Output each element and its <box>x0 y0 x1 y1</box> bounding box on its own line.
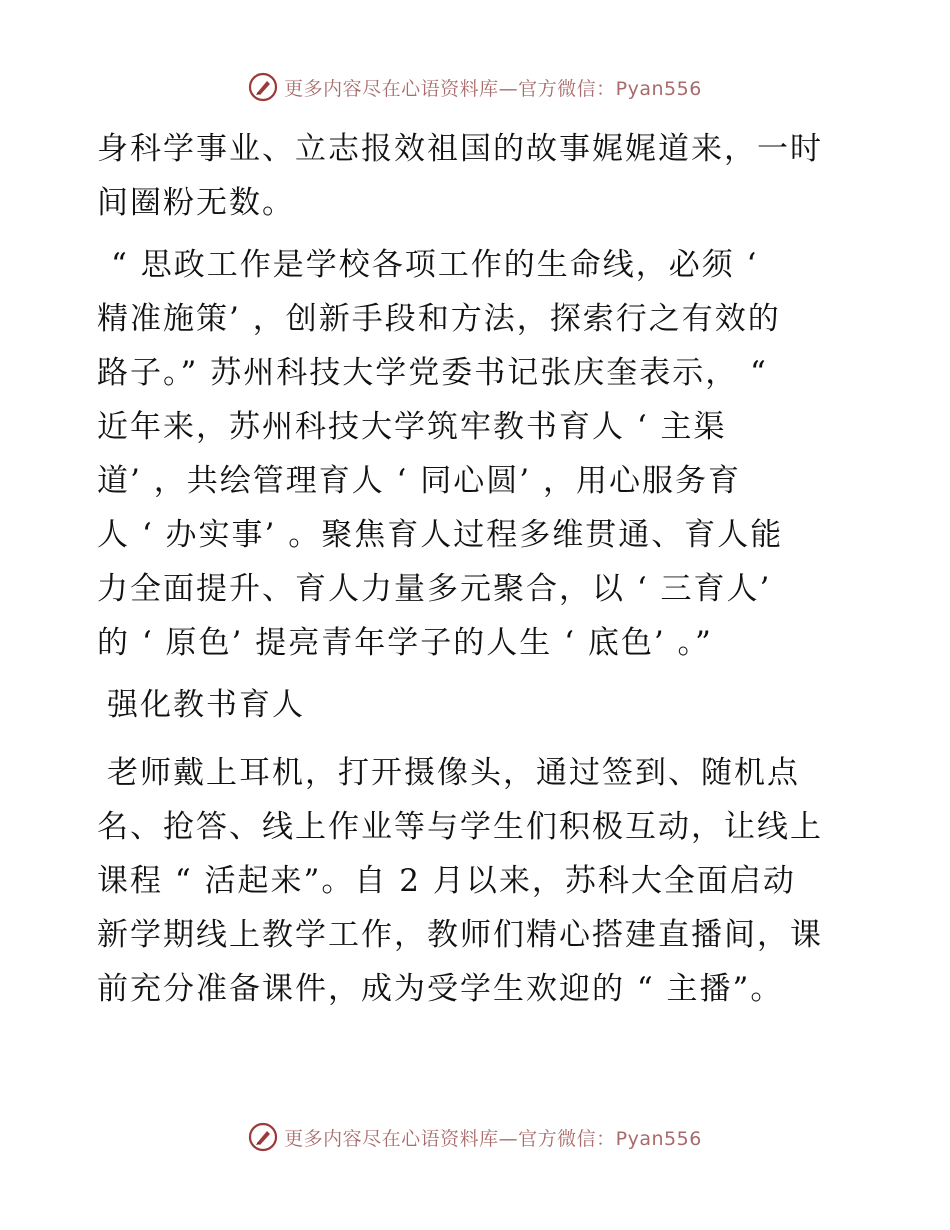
watermark-text: 更多内容尽在心语资料库—官方微信：Pyan556 <box>284 1127 702 1150</box>
paragraph-2 <box>97 238 857 670</box>
paragraph-1 <box>97 122 857 230</box>
text-line: 近年来，苏州科技大学筑牢教书育人 ‘ 主渠 <box>97 409 727 445</box>
watermark-text: 更多内容尽在心语资料库—官方微信：Pyan556 <box>284 77 702 100</box>
text-line: 课程 “ 活起来”。自 2 月以来，苏科大全面启动 <box>97 863 796 899</box>
text-line: 精准施策’ ，创新手段和方法，探索行之有效的 <box>97 301 781 337</box>
text-line: 身科学事业、立志报效祖国的故事娓娓道来，一时 <box>97 131 823 167</box>
text-line: 道’ ，共绘管理育人 ‘ 同心圆’ ，用心服务育 <box>97 463 741 499</box>
text-line: 路子。” 苏州科技大学党委书记张庆奎表示， “ <box>97 355 768 391</box>
fountain-pen-logo-icon <box>248 72 278 102</box>
header-watermark <box>0 72 950 102</box>
text-line: 人 ‘ 办实事’ 。聚焦育人过程多维贯通、育人能 <box>97 517 784 553</box>
text-line: 的 ‘ 原色’ 提亮青年学子的人生 ‘ 底色’ 。” <box>97 625 713 661</box>
text-line: 名、抢答、线上作业等与学生们积极互动，让线上 <box>97 809 823 845</box>
footer-watermark <box>0 1122 950 1152</box>
paragraph-3 <box>97 746 857 1016</box>
fountain-pen-logo-icon <box>248 1122 278 1152</box>
text-line: 力全面提升、育人力量多元聚合，以 ‘ 三育人’ <box>97 571 772 607</box>
text-line: “ 思政工作是学校各项工作的生命线，必须 ‘ <box>111 247 759 283</box>
text-line: 老师戴上耳机，打开摄像头，通过签到、随机点 <box>107 755 800 791</box>
document-body <box>97 122 857 1024</box>
text-line: 新学期线上教学工作，教师们精心搭建直播间，课 <box>97 917 823 953</box>
section-heading: 强化教书育人 <box>107 687 305 723</box>
text-line: 前充分准备课件，成为受学生欢迎的 “ 主播”。 <box>97 971 784 1007</box>
text-line: 间圈粉无数。 <box>97 185 295 221</box>
